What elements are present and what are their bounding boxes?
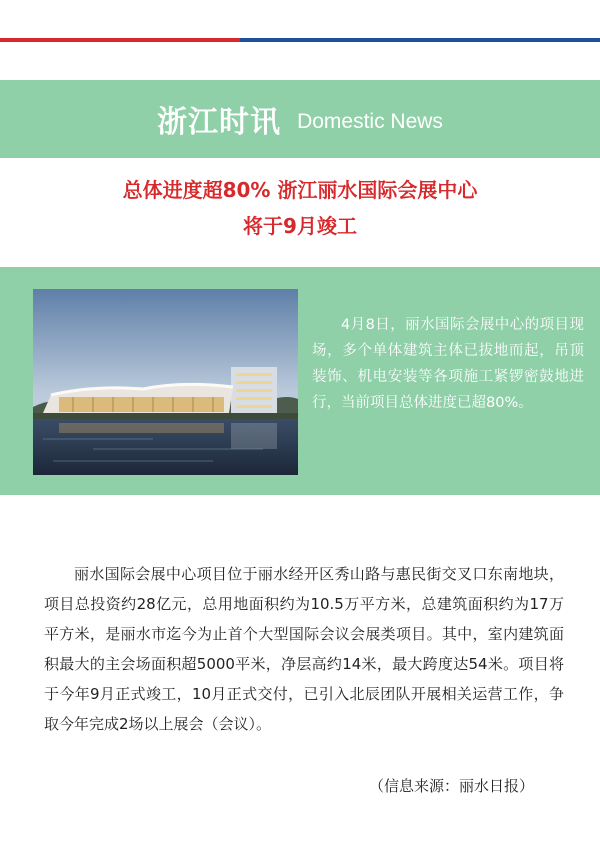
top-accent-bar bbox=[0, 38, 600, 42]
section-header bbox=[0, 80, 600, 158]
source-attribution: （信息来源：丽水日报） bbox=[368, 777, 534, 795]
top-accent-bar-blue bbox=[240, 38, 600, 42]
convention-center-photo bbox=[33, 289, 298, 475]
top-accent-bar-red bbox=[0, 38, 240, 42]
convention-center-illustration bbox=[33, 289, 298, 475]
article-headline bbox=[0, 172, 600, 244]
lede-paragraph: 4月8日，丽水国际会展中心的项目现场，多个单体建筑主体已拔地而起，吊顶装饰、机电安装等各项施工紧锣密鼓地进行，当前项目总体进度已超80%。 bbox=[312, 316, 584, 411]
body-paragraph: 丽水国际会展中心项目位于丽水经开区秀山路与惠民街交叉口东南地块，项目总投资约28亿元，总用地面积约为10.5万平方米，总建筑面积约为17万平方米，是丽水市迄今为止首个大型国际会议会展类项目。其中，室内建筑面积最大的主会场面积超5000平米，净层高约14米，最大跨度达54米。项目将于今年9月正式竣工，10月正式交付，已引入北辰团队开展相关运营工作，争取今年完成2场以上展会（会议）。 bbox=[44, 565, 564, 733]
feature-band bbox=[0, 267, 600, 495]
section-title-cn: 浙江时讯 bbox=[157, 105, 282, 140]
headline-line-1: 总体进度超80% 浙江丽水国际会展中心 bbox=[122, 178, 478, 202]
section-title-en: Domestic News bbox=[297, 110, 443, 133]
headline-line-2: 将于9月竣工 bbox=[243, 214, 357, 238]
